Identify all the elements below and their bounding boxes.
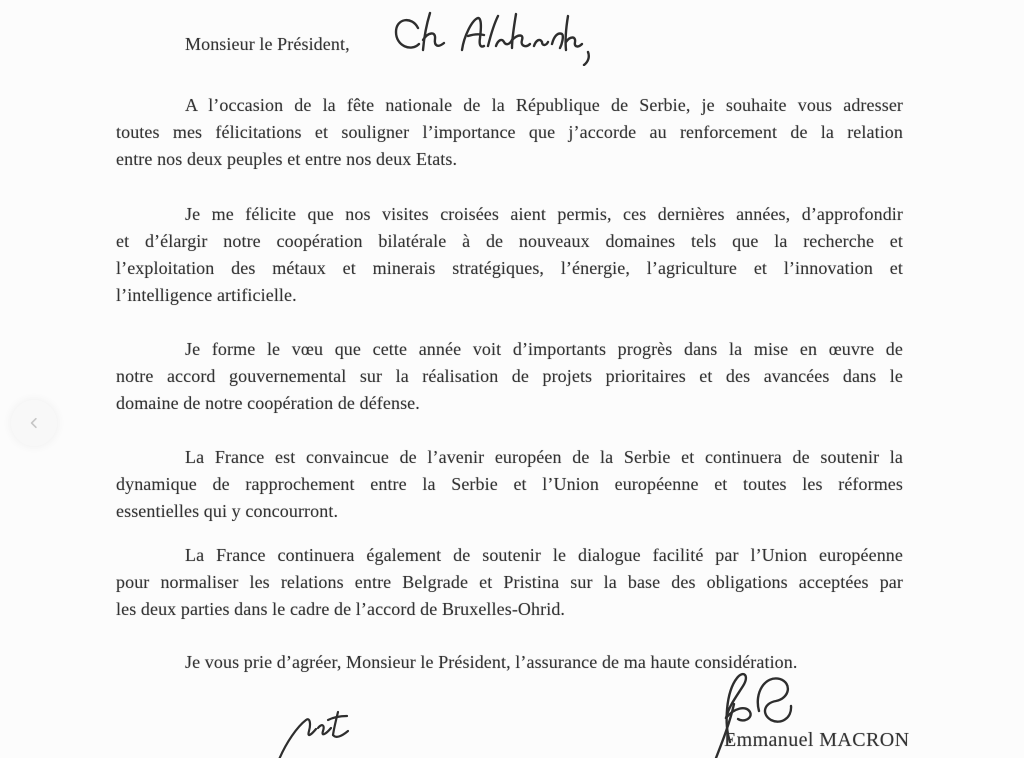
letter-line: pour normaliser les relations entre Belgrade et Pristina sur la base des obligations acceptées par (116, 572, 903, 592)
letter-line: Je me félicite que nos visites croisées aient permis, ces dernières années, d’approfondir (185, 204, 903, 224)
letter-line: l’exploitation des métaux et minerais stratégiques, l’énergie, l’agriculture et l’innovation et (116, 258, 903, 278)
letter-line: toutes mes félicitations et souligner l’importance que j’accorde au renforcement de la relation (116, 122, 903, 142)
salutation: Monsieur le Président, (185, 34, 350, 54)
letter-line: notre accord gouvernemental sur la réalisation de projets prioritaires et des avancées dans le (116, 366, 903, 386)
handwritten-farewell (274, 700, 374, 758)
letter-line: La France continuera également de soutenir le dialogue facilité par l’Union européenne (185, 545, 903, 565)
letter-line: entre nos deux peuples et entre nos deux Etats. (116, 149, 458, 169)
paragraph-3 (116, 336, 903, 417)
letter-line: dynamique de rapprochement entre la Serbie et l’Union européenne et toutes les réformes (116, 474, 903, 494)
closing-line: Je vous prie d’agréer, Monsieur le Président, l’assurance de ma haute considération. (185, 652, 798, 672)
letter-line: A l’occasion de la fête nationale de la République de Serbie, je souhaite vous adresser (185, 95, 903, 115)
handwritten-salutation (388, 8, 593, 66)
paragraph-4 (116, 444, 903, 525)
letter-line: essentielles qui y concourront. (116, 501, 339, 521)
chevron-left-icon (23, 412, 45, 434)
letter-line: Je forme le vœu que cette année voit d’importants progrès dans la mise en œuvre de (185, 339, 903, 359)
letter-line: l’intelligence artificielle. (116, 285, 297, 305)
paragraph-2 (116, 201, 903, 309)
carousel-prev-button[interactable] (11, 400, 57, 446)
paragraph-1 (116, 92, 903, 173)
letter-line: La France est convaincue de l’avenir européen de la Serbie et continuera de soutenir la (185, 447, 903, 467)
letter-line: et d’élargir notre coopération bilatérale à de nouveaux domaines tels que la recherche et (116, 231, 903, 251)
signatory-name: Emmanuel MACRON (724, 729, 910, 751)
letter-line: les deux parties dans le cadre de l’accord de Bruxelles-Ohrid. (116, 599, 566, 619)
paragraph-5 (116, 542, 903, 623)
letter-line: domaine de notre coopération de défense. (116, 393, 420, 413)
